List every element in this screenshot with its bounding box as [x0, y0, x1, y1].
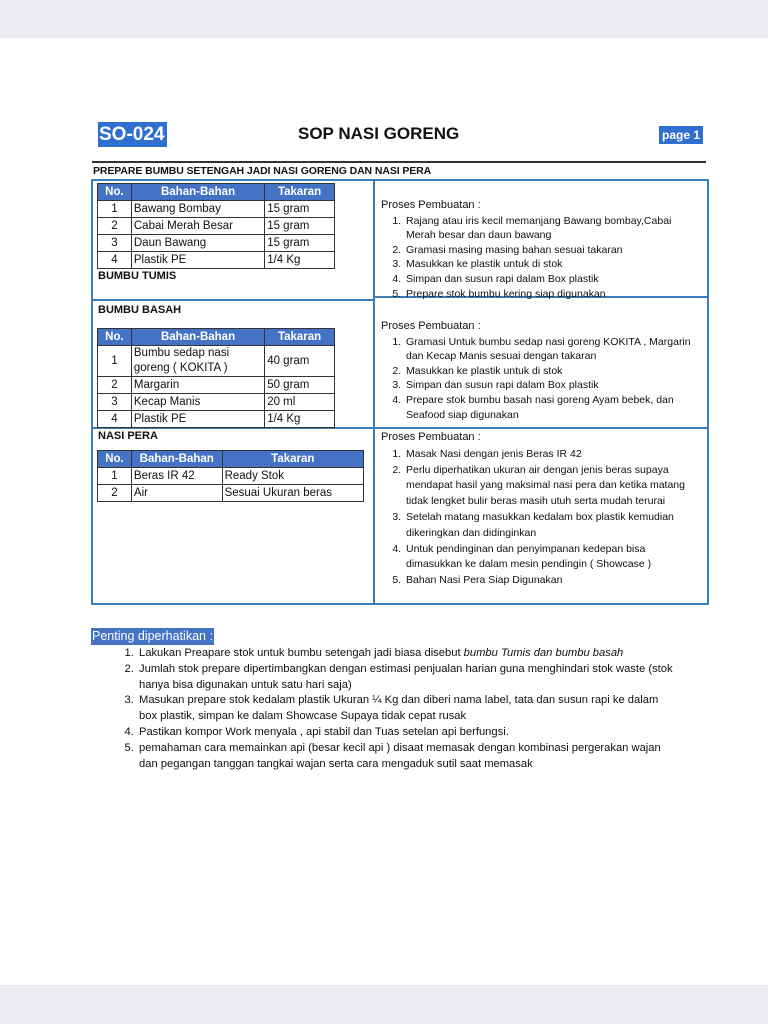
column-header: No.: [98, 184, 132, 201]
row-divider-1: [91, 299, 375, 301]
column-header: Bahan-Bahan: [131, 184, 264, 201]
table-cell: Bumbu sedap nasi goreng ( KOKITA ): [131, 346, 264, 377]
table-cell: Cabai Merah Besar: [131, 218, 264, 235]
table-row: [98, 346, 335, 377]
table-cell: Bawang Bombay: [131, 201, 264, 218]
table-row: [98, 468, 364, 485]
table-cell: 1: [98, 201, 132, 218]
document-page: [0, 38, 768, 985]
process-step: 5. Bahan Nasi Pera Siap Digunakan: [404, 573, 703, 589]
table-header-row: [98, 184, 335, 201]
note-item: [137, 662, 675, 694]
table-cell: 40 gram: [265, 346, 335, 377]
table-cell: 15 gram: [265, 218, 335, 235]
column-header: Takaran: [222, 451, 363, 468]
table-row: [98, 377, 335, 394]
basah-ingredient-table: [97, 328, 335, 428]
document-title: SOP NASI GORENG: [298, 124, 460, 143]
note-item: [137, 646, 675, 662]
table-cell: Kecap Manis: [131, 394, 264, 411]
note-item: [137, 741, 675, 773]
table-cell: 1: [98, 346, 132, 377]
column-header: Bahan-Bahan: [131, 451, 222, 468]
process-step: 2. Gramasi masing masing bahan sesuai takaran: [404, 243, 703, 258]
table-row: [98, 411, 335, 428]
table-cell: Margarin: [131, 377, 264, 394]
table-cell: 3: [98, 235, 132, 252]
process-title: Proses Pembuatan :: [381, 320, 481, 332]
column-header: Takaran: [265, 184, 335, 201]
page-number: page 1: [659, 126, 703, 144]
tumis-ingredient-table: [97, 183, 335, 269]
process-step: 3. Simpan dan susun rapi dalam Box plastik: [404, 378, 703, 393]
process-step: 3. Setelah matang masukkan kedalam box plastik kemudian dikeringkan dan didinginkan: [404, 510, 703, 542]
pera-process: [381, 430, 703, 589]
table-cell: Plastik PE: [131, 252, 264, 269]
table-row: [98, 394, 335, 411]
document-code: SO-024: [98, 122, 167, 147]
table-cell: Air: [131, 485, 222, 502]
table-row: [98, 201, 335, 218]
note-text: pemahaman cara memainkan api (besar kecil api ) disaat memasak dengan kombinasi pergerakan wajan dan pegangan tanggan tangkai wajan serta cara mengaduk sutil saat memasak: [139, 741, 661, 770]
process-title: Proses Pembuatan :: [381, 431, 481, 443]
table-cell: Sesuai Ukuran beras: [222, 485, 363, 502]
process-title: Proses Pembuatan :: [381, 199, 481, 211]
note-text: Lakukan Preapare stok untuk bumbu setengah jadi biasa disebut: [139, 647, 464, 659]
column-header: No.: [98, 329, 132, 346]
table-row: [98, 235, 335, 252]
process-step: 2. Masukkan ke plastik untuk di stok: [404, 364, 703, 379]
table-row: [98, 485, 364, 502]
table-row: [98, 218, 335, 235]
heading-rule: [92, 161, 706, 163]
table-cell: Beras IR 42: [131, 468, 222, 485]
notes-title: Penting diperhatikan :: [92, 629, 213, 643]
table-cell: 1/4 Kg: [265, 252, 335, 269]
table-cell: 20 ml: [265, 394, 335, 411]
table-cell: Plastik PE: [131, 411, 264, 428]
note-text: Jumlah stok prepare dipertimbangkan dengan estimasi penjualan harian guna menghindari stok waste (stok hanya bisa digunakan untuk satu hari saja): [139, 662, 673, 691]
table-cell: 15 gram: [265, 235, 335, 252]
table-cell: 50 gram: [265, 377, 335, 394]
process-step: 5. Prepare stok bumbu kering siap digunakan: [404, 287, 703, 302]
table-cell: 15 gram: [265, 201, 335, 218]
tumis-process: [381, 198, 703, 301]
section-label-tumis: BUMBU TUMIS: [98, 270, 177, 282]
process-step: 1. Masak Nasi dengan jenis Beras IR 42: [404, 447, 703, 463]
process-step: 3. Masukkan ke plastik untuk di stok: [404, 257, 703, 272]
note-text: Pastikan kompor Work menyala , api stabil dan Tuas setelan api berfungsi.: [139, 725, 509, 738]
table-cell: Daun Bawang: [131, 235, 264, 252]
table-cell: 2: [98, 485, 132, 502]
basah-process: [381, 319, 703, 422]
section-label-pera: NASI PERA: [98, 430, 158, 442]
table-cell: Ready Stok: [222, 468, 363, 485]
table-cell: 1: [98, 468, 132, 485]
column-header: No.: [98, 451, 132, 468]
table-header-row: [98, 329, 335, 346]
table-header-row: [98, 451, 364, 468]
table-cell: 1/4 Kg: [265, 411, 335, 428]
note-emphasis: bumbu Tumis dan bumbu basah: [463, 647, 624, 659]
section-label-basah: BUMBU BASAH: [98, 304, 182, 316]
process-step: 4. Prepare stok bumbu basah nasi goreng Ayam bebek, dan Seafood siap digunakan: [404, 393, 703, 422]
note-item: [137, 725, 675, 741]
column-divider: [373, 179, 375, 605]
process-step: 1. Rajang atau iris kecil memanjang Bawang bombay,Cabai Merah besar dan daun bawang: [404, 214, 703, 243]
table-cell: 4: [98, 252, 132, 269]
note-text: Masukan prepare stok kedalam plastik Ukuran ¼ Kg dan diberi nama label, tata dan susun rapi ke dalam box plastik, simpan ke dalam Showcase Supaya tidak cepat rusak: [139, 694, 659, 723]
column-header: Takaran: [265, 329, 335, 346]
table-cell: 2: [98, 377, 132, 394]
process-step: 2. Perlu diperhatikan ukuran air dengan jenis beras supaya mendapat hasil yang maksimal nasi pera dan ketika matang tidak lengket bulir beras masih utuh serta mudah terurai: [404, 463, 703, 510]
process-step: 4. Simpan dan susun rapi dalam Box plastik: [404, 272, 703, 287]
table-cell: 4: [98, 411, 132, 428]
process-step: 4. Untuk pendinginan dan penyimpanan kedepan bisa dimasukkan ke dalam mesin pendingin ( Showcase ): [404, 542, 703, 574]
table-cell: 3: [98, 394, 132, 411]
table-row: [98, 252, 335, 269]
process-step: 1. Gramasi Untuk bumbu sedap nasi goreng KOKITA , Margarin dan Kecap Manis sesuai dengan takaran: [404, 335, 703, 364]
table-cell: 2: [98, 218, 132, 235]
column-header: Bahan-Bahan: [131, 329, 264, 346]
pera-ingredient-table: [97, 450, 364, 502]
note-item: [137, 693, 675, 725]
notes-list: [115, 646, 675, 772]
section-heading: PREPARE BUMBU SETENGAH JADI NASI GORENG DAN NASI PERA: [93, 165, 432, 177]
